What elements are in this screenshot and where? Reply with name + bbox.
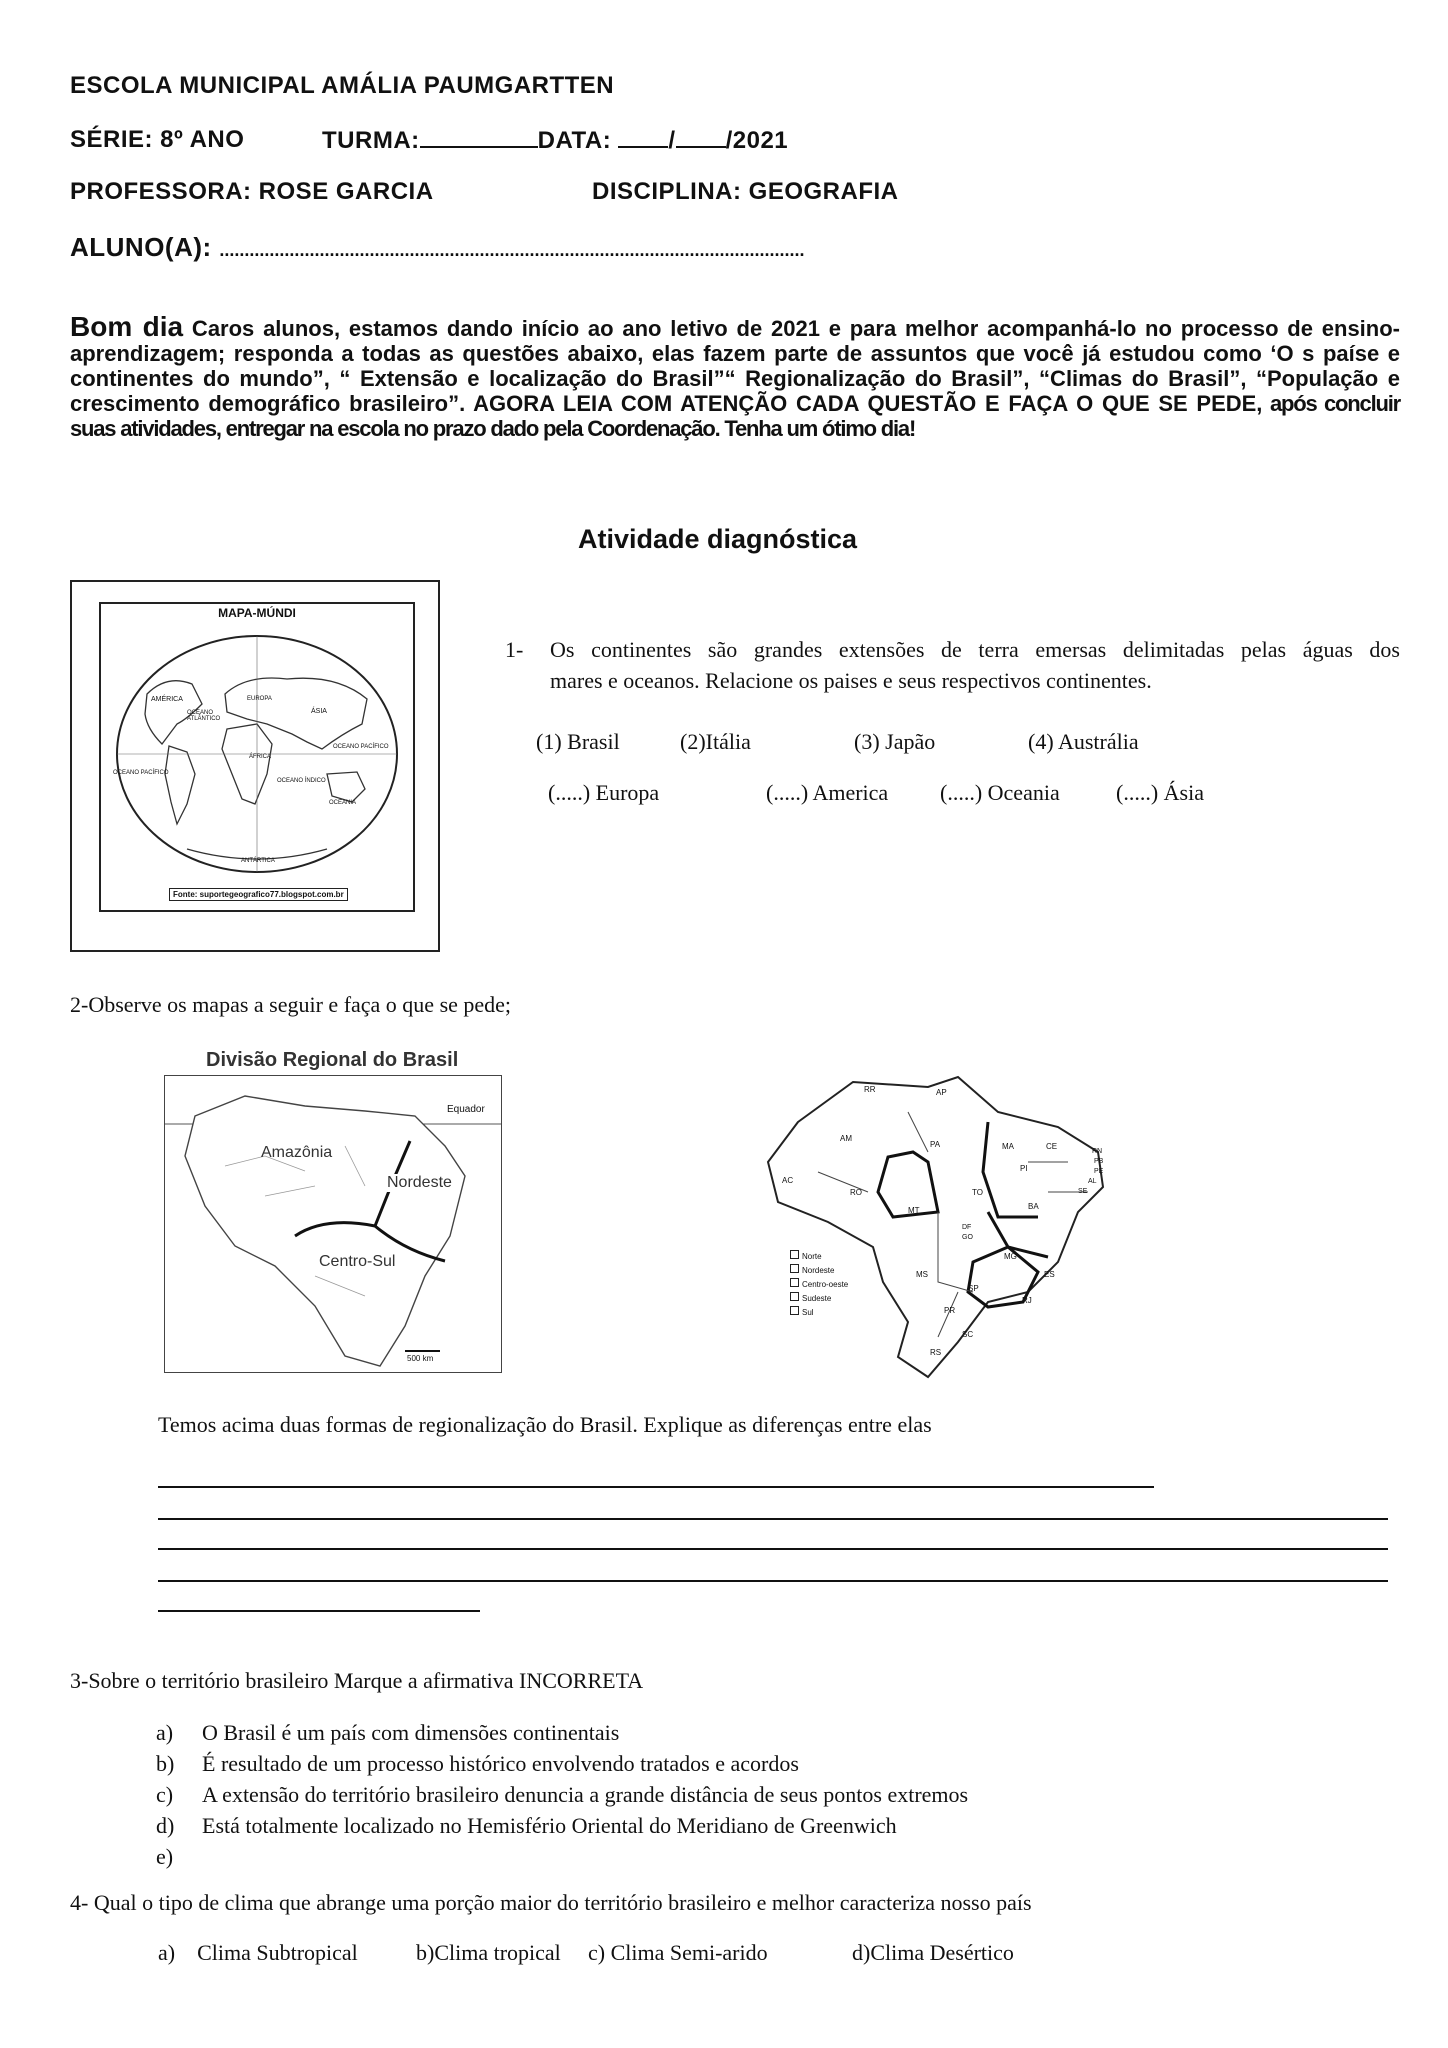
- label-antarctica: ANTÁRTICA: [241, 858, 275, 864]
- student-dots: .....................................................................................................................: [219, 240, 805, 260]
- label-indian: OCEANO ÍNDICO: [277, 778, 326, 784]
- legend-item-sudeste: Sudeste: [790, 1292, 848, 1306]
- state-to: TO: [972, 1188, 983, 1197]
- legend-item-norte: Norte: [790, 1250, 848, 1264]
- day-blank[interactable]: [618, 126, 668, 148]
- world-map-frame: [99, 602, 415, 912]
- q4-prompt: 4- Qual o tipo de clima que abrange uma porção maior do território brasileiro e melhor caracteriza nosso país: [70, 1890, 1032, 1915]
- region-amazonia: Amazônia: [261, 1144, 333, 1161]
- turma-blank[interactable]: [420, 126, 538, 148]
- state-ms: MS: [916, 1270, 928, 1279]
- q1-continent-america[interactable]: (.....) America: [766, 780, 889, 805]
- state-pa: PA: [930, 1140, 941, 1149]
- q3-prompt: 3-Sobre o território brasileiro Marque a afirmativa INCORRETA: [70, 1668, 644, 1693]
- regional-map-title: Divisão Regional do Brasil: [206, 1049, 459, 1071]
- month-blank[interactable]: [676, 126, 726, 148]
- greeting: Bom dia: [70, 311, 184, 342]
- state-sc: SC: [962, 1330, 974, 1339]
- turma-field[interactable]: [322, 126, 788, 155]
- state-df: DF: [962, 1224, 972, 1231]
- state-mg: MG: [1004, 1252, 1017, 1261]
- q3-option-b[interactable]: b) É resultado de um processo histórico envolvendo tratados e acordos: [156, 1751, 799, 1776]
- q1-continent-europa[interactable]: (.....) Europa: [548, 780, 660, 805]
- states-map-drawing: [758, 1052, 1118, 1388]
- q4-option-b[interactable]: b)Clima tropical: [416, 1940, 561, 1965]
- teacher-label: PROFESSORA: ROSE GARCIA: [70, 178, 434, 205]
- q1-country-2: (2)Itália: [680, 729, 751, 754]
- legend-item-nordeste: Nordeste: [790, 1264, 848, 1278]
- q1-text-line2: mares e oceanos. Relacione os paises e seus respectivos continentes.: [550, 668, 1152, 693]
- answer-line-1[interactable]: [158, 1486, 1154, 1488]
- year-label: /2021: [725, 127, 789, 154]
- state-sp: SP: [968, 1284, 979, 1293]
- label-africa: ÁFRICA: [249, 754, 272, 760]
- label-pacific-west: OCEANO PACÍFICO: [113, 770, 169, 776]
- intro-body: Caros alunos, estamos dando início ao ano letivo de 2021 e para melhor acompanhá-lo no processo de ensino-aprendizagem; responda a todas as questões abaixo, elas fazem parte de assuntos que você já estudou como ‘O s paíse e continentes do mundo”, “ Extensão e localização do Brasil”“ Regionalização do Brasil”, “Climas do Brasil”, “População e crescimento demográfico brasileiro”. AGORA LEIA COM ATENÇÃO CADA QUESTÃO E FAÇA O QUE SE PEDE,: [70, 316, 1400, 416]
- state-rs: RS: [930, 1348, 942, 1357]
- state-ba: BA: [1028, 1202, 1039, 1211]
- state-ro: RO: [850, 1188, 862, 1197]
- label-pacific-east: OCEANO PACÍFICO: [333, 744, 389, 750]
- q1-continent-oceania[interactable]: (.....) Oceania: [940, 780, 1060, 805]
- state-pb: PB: [1094, 1158, 1104, 1165]
- state-es: ES: [1044, 1270, 1055, 1279]
- state-al: AL: [1088, 1178, 1097, 1185]
- q1-country-1: (1) Brasil: [536, 729, 620, 754]
- q4-option-d[interactable]: d)Clima Desértico: [852, 1940, 1014, 1965]
- regional-map-drawing: [165, 1076, 501, 1372]
- state-rj: RJ: [1022, 1296, 1032, 1305]
- legend-item-centro-oeste: Centro-oeste: [790, 1278, 848, 1292]
- label-asia: ÁSIA: [311, 708, 327, 715]
- q4-option-c[interactable]: c) Clima Semi-arido: [588, 1940, 768, 1965]
- page-title: Atividade diagnóstica: [578, 524, 858, 554]
- world-map-drawing: [107, 624, 407, 882]
- state-pi: PI: [1020, 1164, 1028, 1173]
- q3-options: [156, 1717, 968, 1872]
- state-ap: AP: [936, 1088, 947, 1097]
- q1-country-3: (3) Japão: [854, 729, 936, 754]
- equator-label: Equador: [447, 1104, 485, 1115]
- label-atlantic: OCEANO ATLÂNTICO: [187, 710, 221, 722]
- states-map: [758, 1052, 1118, 1388]
- answer-line-4[interactable]: [158, 1580, 1388, 1582]
- q1-text-line1: Os continentes são grandes extensões de terra emersas delimitadas pelas águas dos: [550, 637, 1400, 662]
- state-ce: CE: [1046, 1142, 1058, 1151]
- state-pe: PE: [1094, 1168, 1104, 1175]
- state-go: GO: [962, 1234, 973, 1241]
- world-map-figure: [70, 580, 440, 952]
- data-label: DATA:: [537, 127, 612, 154]
- q1-country-4: (4) Austrália: [1028, 729, 1139, 754]
- q1-number: 1-: [505, 637, 524, 662]
- label-america: AMÉRICA: [151, 696, 183, 703]
- region-nordeste: Nordeste: [387, 1174, 452, 1191]
- state-pr: PR: [944, 1306, 956, 1315]
- legend-box-icon: [790, 1306, 799, 1315]
- state-am: AM: [840, 1134, 852, 1143]
- legend-box-icon: [790, 1264, 799, 1273]
- q4-option-a[interactable]: a) Clima Subtropical: [158, 1940, 358, 1965]
- state-mt: MT: [908, 1206, 920, 1215]
- answer-line-3[interactable]: [158, 1548, 1388, 1550]
- legend-box-icon: [790, 1250, 799, 1259]
- legend-box-icon: [790, 1278, 799, 1287]
- q1-continent-asia[interactable]: (.....) Ásia: [1116, 780, 1204, 805]
- label-oceania: OCEANIA: [329, 800, 357, 806]
- state-ma: MA: [1002, 1142, 1014, 1151]
- turma-label: TURMA:: [322, 127, 420, 154]
- state-rr: RR: [864, 1085, 876, 1094]
- world-map-title: MAPA-MÚNDI: [218, 606, 296, 620]
- school-name: ESCOLA MUNICIPAL AMÁLIA PAUMGARTTEN: [70, 72, 615, 99]
- region-centro-sul: Centro-Sul: [319, 1253, 396, 1270]
- q3-option-a[interactable]: a) O Brasil é um país com dimensões continentais: [156, 1720, 620, 1745]
- q3-option-d[interactable]: d) Está totalmente localizado no Hemisfério Oriental do Meridiano de Greenwich: [156, 1813, 897, 1838]
- intro-tail: após concluir suas atividades, entregar na escola no prazo dado pela Coordenação. Tenha um ótimo dia!: [70, 391, 1400, 441]
- scale-label: 500 km: [407, 1354, 434, 1363]
- subject-label: DISCIPLINA: GEOGRAFIA: [592, 178, 899, 205]
- q3-option-e[interactable]: e): [156, 1844, 174, 1869]
- answer-line-2[interactable]: [158, 1518, 1388, 1520]
- serie-label: SÉRIE: 8º ANO: [70, 126, 245, 153]
- q2-question: Temos acima duas formas de regionalização do Brasil. Explique as diferenças entre elas: [158, 1412, 932, 1437]
- states-legend: [790, 1250, 848, 1320]
- state-rn: RN: [1092, 1148, 1103, 1155]
- answer-line-5[interactable]: [158, 1610, 480, 1612]
- state-ac: AC: [782, 1176, 794, 1185]
- student-label: ALUNO(A):: [70, 232, 220, 262]
- student-name-field[interactable]: [70, 232, 805, 263]
- q3-option-c[interactable]: c) A extensão do território brasileiro denuncia a grande distância de seus pontos extremos: [156, 1782, 969, 1807]
- world-map-source: Fonte: suportegeografico77.blogspot.com.br: [169, 888, 348, 901]
- label-europe: EUROPA: [247, 696, 272, 702]
- regional-map: [164, 1075, 502, 1373]
- legend-item-sul: Sul: [790, 1306, 848, 1320]
- intro-paragraph: [70, 311, 1400, 441]
- state-se: SE: [1078, 1188, 1088, 1195]
- legend-box-icon: [790, 1292, 799, 1301]
- q2-prompt: 2-Observe os mapas a seguir e faça o que se pede;: [70, 992, 512, 1017]
- date-slash: /: [668, 127, 676, 154]
